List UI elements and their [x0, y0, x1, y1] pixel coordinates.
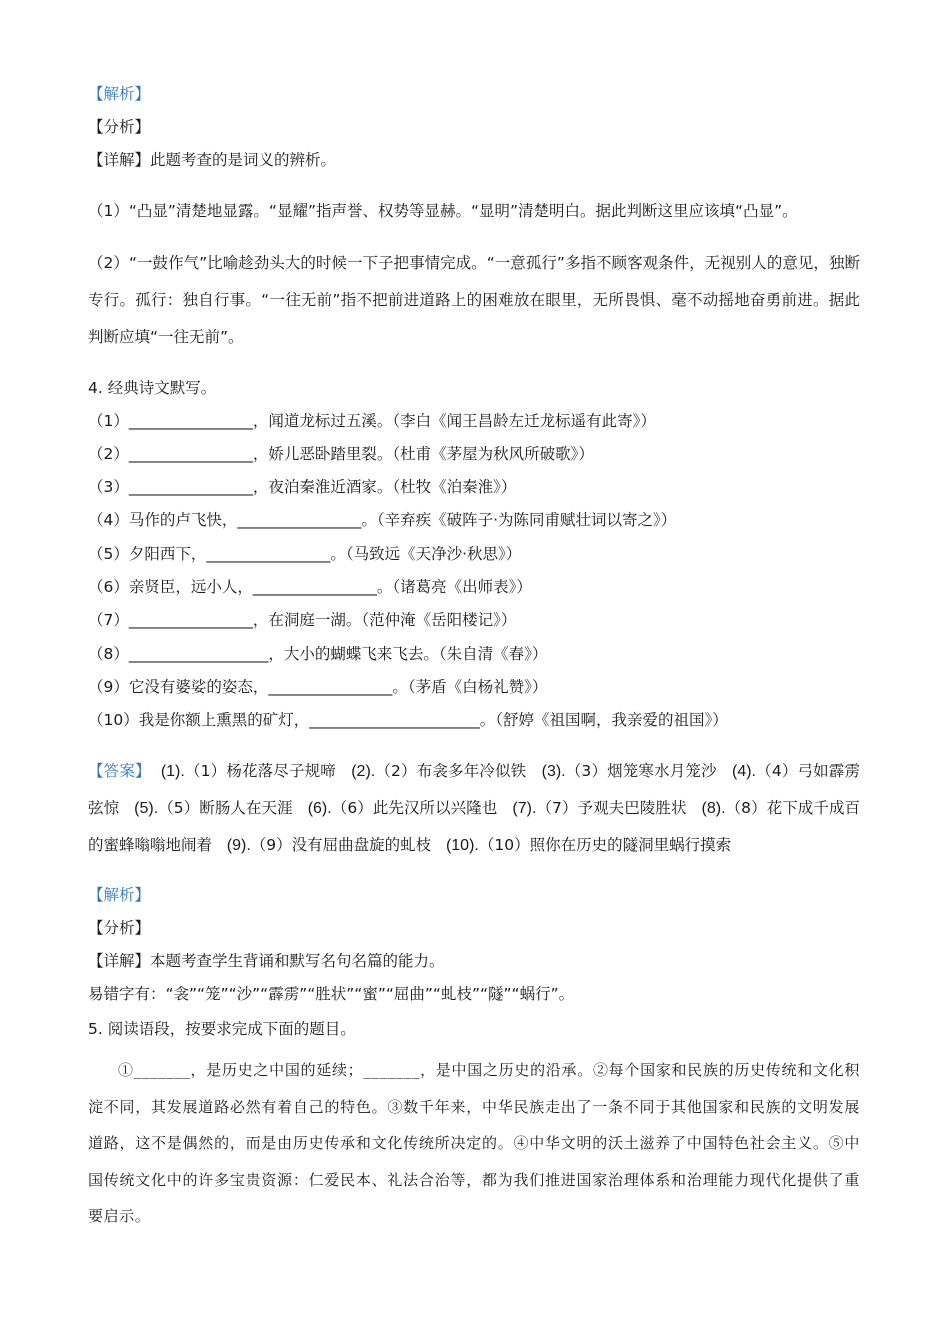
analysis-heading: 【分析】: [88, 919, 151, 938]
answer-number: (7).: [512, 799, 537, 817]
answer-number: (3).: [541, 762, 566, 780]
question-item: （2）________________，娇儿恶卧踏里裂。（杜甫《茅屋为秋风所破歌》）: [88, 444, 594, 463]
answer-number: (9).: [226, 836, 251, 854]
question-4-items: [88, 405, 860, 738]
analysis-heading: 【分析】: [88, 118, 151, 136]
question-item: （1）________________，闻道龙标过五溪。（李白《闻王昌龄左迁龙标遥有此寄》）: [88, 411, 656, 430]
answer-number: (2).: [351, 762, 376, 780]
answer-text: （1）杨花落尽子规啼: [184, 761, 336, 780]
answer-tag: 【答案】: [88, 761, 151, 780]
error-prone-characters: 易错字有：“衾”“笼”“沙”“霹雳”“胜状”“蜜”“屈曲”“虬枝”“隧”“蜗行”。: [88, 985, 575, 1004]
answer-text: （6）此先汉所以兴隆也: [331, 798, 498, 817]
question-5-title: 5. 阅读语段，按要求完成下面的题目。: [88, 1020, 356, 1039]
question-item: （7）________________，在洞庭一湖。（范仲淹《岳阳楼记》）: [88, 611, 517, 630]
answer-text: （5）断肠人在天涯: [158, 798, 293, 817]
analysis-tag: 【解析】: [88, 886, 151, 905]
reading-passage: ①_______，是历史之中国的延续；_______，是中国之历史的沿承。②每个国家和民族的历史传统和文化积淀不同，其发展道路必然有着自己的特色。③数千年来，中华民族走出了一条不同于其他国家和民族的文明发展道路，这不是偶然的，而是由历史传承和文化传统所决定的。④中华文明的沃土滋养了中国特色社会主义。⑤中国传统文化中的许多宝贵资源：仁爱民本、礼法合治等，都为我们推进国家治理体系和治理能力现代化提供了重要启示。: [88, 1061, 860, 1226]
answer-text: （2）布衾多年冷似铁: [375, 761, 527, 780]
question-item: （3）________________，夜泊秦淮近酒家。（杜牧《泊秦淮》）: [88, 478, 517, 497]
answer-number: (6).: [307, 799, 332, 817]
answer-text: （4）弓如霹雳弦惊: [88, 761, 860, 817]
question-item: （5）夕阳西下，________________。（马致远《天净沙·秋思》）: [88, 544, 522, 563]
answer-number: (1).: [160, 762, 185, 780]
analysis-tag: 【解析】: [88, 85, 151, 103]
answer-number: (4).: [732, 762, 756, 780]
question-item: （10）我是你额上熏黑的矿灯，______________________。（舒婷《祖国啊，我亲爱的祖国》）: [88, 711, 728, 730]
detail-heading: 【详解】此题考查的是词义的辨析。: [88, 151, 337, 169]
answer-text: （7）予观夫巴陵胜状: [536, 798, 687, 817]
question-item: （6）亲贤臣，远小人，________________。（诸葛亮《出师表》）: [88, 577, 532, 596]
question-item: （9）它没有婆娑的姿态，________________。（茅盾《白杨礼赞》）: [88, 677, 548, 696]
answer-text: （3）烟笼寒水月笼沙: [565, 761, 717, 780]
question-4-title: 4. 经典诗文默写。: [88, 378, 217, 397]
answer-text: （9）没有屈曲盘旋的虬枝: [250, 835, 432, 854]
answer-number: (8).: [701, 799, 726, 817]
answer-block: [88, 753, 860, 864]
detail-heading: 【详解】本题考查学生背诵和默写名句名篇的能力。: [88, 952, 445, 971]
answer-number: (5).: [134, 799, 159, 817]
answer-text: （8）花下成千成百的蜜蜂嗡嗡地闹着: [88, 798, 861, 854]
explanation-paragraph-1: （1）“凸显”清楚地显露。“显耀”指声誉、权势等显赫。“显明”清楚明白。据此判断这里应该填“凸显”。: [88, 201, 798, 220]
question-item: （8）__________________，大小的蝴蝶飞来飞去。（朱自清《春》）: [88, 644, 548, 663]
answer-number: (10).: [445, 836, 479, 854]
question-item: （4）马作的卢飞快，________________。（辛弃疾《破阵子·为陈同甫赋壮词以寄之》）: [88, 511, 677, 530]
explanation-paragraph-2: （2）“一鼓作气”比喻趁劲头大的时候一下子把事情完成。“一意孤行”多指不顾客观条件，无视别人的意见，独断专行。孤行：独自行事。“一往无前”指不把前进道路上的困难放在眼里，无所畏惧、毫不动摇地奋勇前进。据此判断应填“一往无前”。: [88, 254, 860, 346]
answer-text: （10）照你在历史的隧洞里蜗行摸索: [478, 835, 732, 854]
